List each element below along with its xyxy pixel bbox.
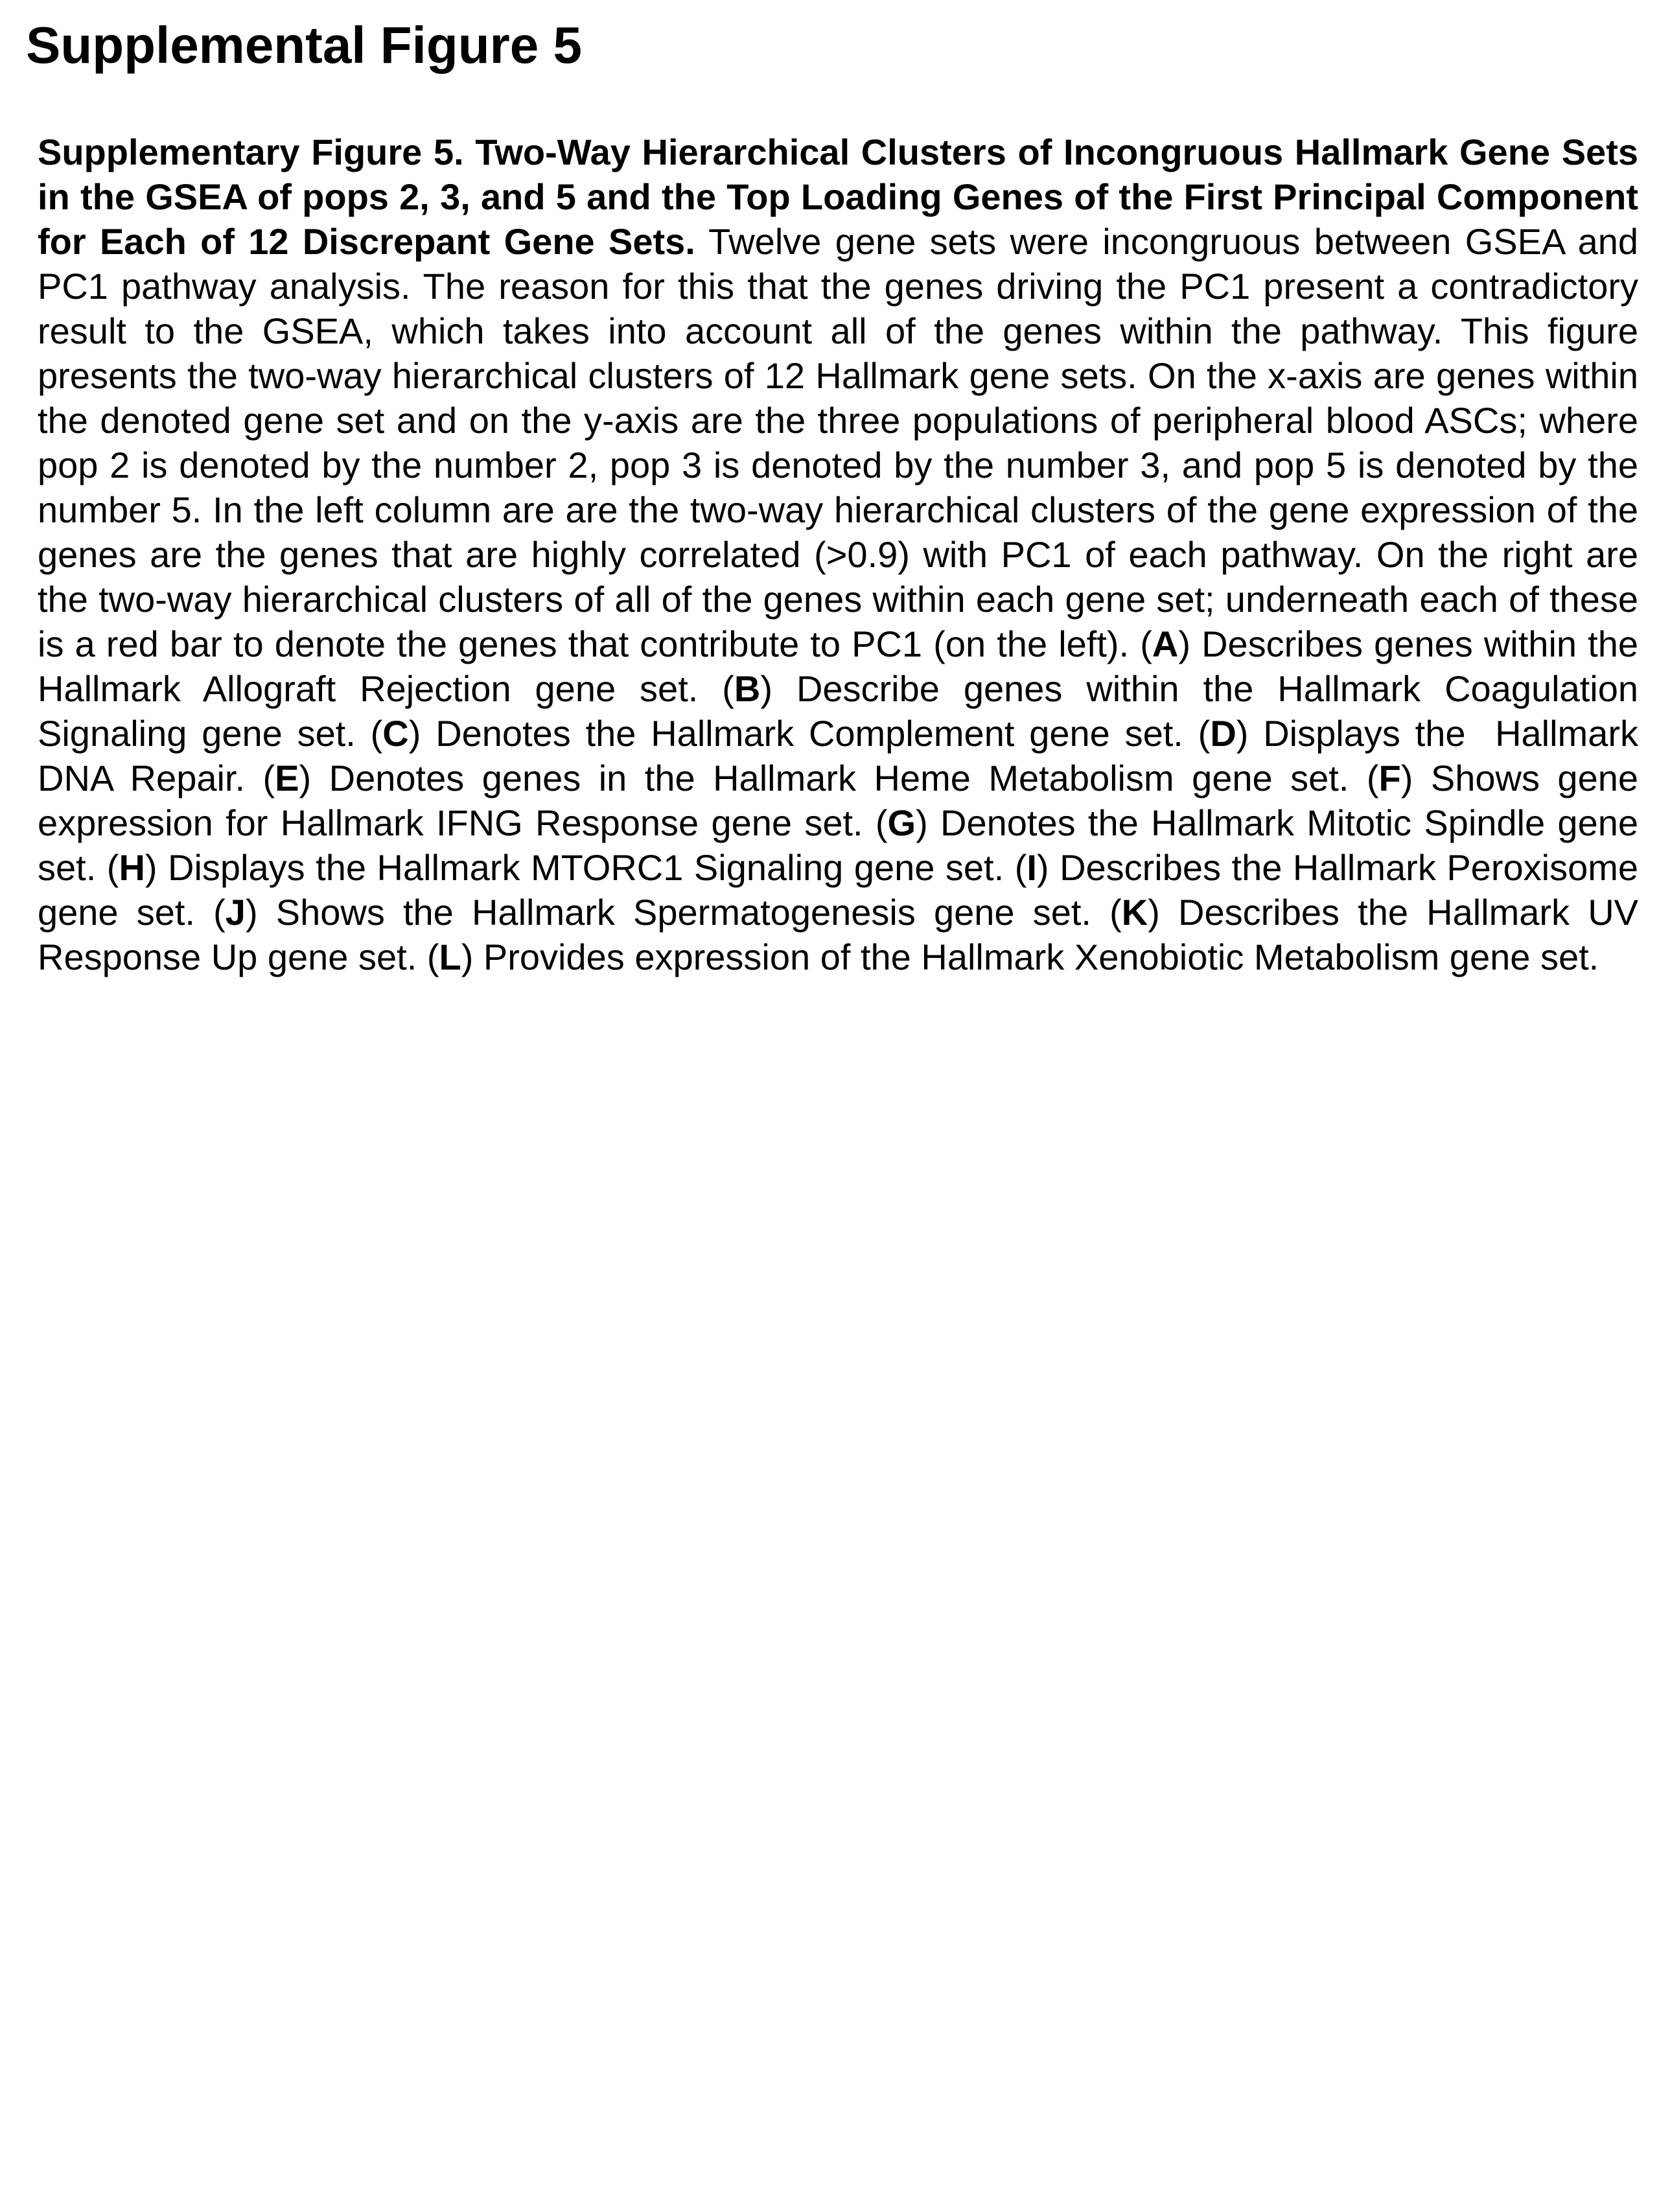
panel-text-d: ) Displays the Hallmark DNA Repair. ( xyxy=(38,713,1649,798)
panel-text-j: ) Shows the Hallmark Spermatogenesis gene set. ( xyxy=(245,892,1122,933)
panel-text-g: ) Denotes the Hallmark Mitotic Spindle gene set. ( xyxy=(38,802,1638,888)
panel-letter-i: I xyxy=(1027,847,1037,888)
panel-text-h: ) Displays the Hallmark MTORC1 Signaling gene set. ( xyxy=(145,847,1027,888)
panel-text-b: ) Describe genes within the Hallmark Coagulation Signaling gene set. ( xyxy=(38,668,1639,754)
panel-letter-a: A xyxy=(1152,623,1179,664)
page-title: Supplemental Figure 5 xyxy=(26,16,582,74)
panel-letter-f: F xyxy=(1378,758,1401,798)
panel-text-k: ) Describes the Hallmark UV Response Up gene set. ( xyxy=(38,892,1638,977)
figure-caption xyxy=(38,130,1649,979)
panel-text-a: ) Describes genes within the Hallmark Allograft Rejection gene set. ( xyxy=(38,623,1638,709)
panel-text-i: ) Describes the Hallmark Peroxisome gene set. ( xyxy=(38,847,1639,933)
panel-letter-e: E xyxy=(275,758,299,798)
panel-text-c: ) Denotes the Hallmark Complement gene set. ( xyxy=(408,713,1211,754)
panel-letter-d: D xyxy=(1210,713,1236,754)
panel-letter-l: L xyxy=(439,937,461,977)
panel-letter-h: H xyxy=(119,847,145,888)
caption-heading: Supplementary Figure 5. Two-Way Hierarchical Clusters of Incongruous Hallmark Gene Sets in the GSEA of pops 2, 3, and 5 and the Top Loading Genes of the First Principal Component for Each of 12 Discrepant Gene Sets. xyxy=(38,132,1638,262)
panel-text-f: ) Shows gene expression for Hallmark IFNG Response gene set. ( xyxy=(38,758,1639,843)
panel-text-l: ) Provides expression of the Hallmark Xenobiotic Metabolism gene set. xyxy=(461,937,1599,977)
caption-intro: Twelve gene sets were incongruous between GSEA and PC1 pathway analysis. The reason for this that the genes driving the PC1 present a contradictory result to the GSEA, which takes into account all of the genes within the pathway. This figure presents the two-way hierarchical clusters of 12 Hallmark gene sets. On the x-axis are genes within the denoted gene set and on the y-axis are the three populations of peripheral blood ASCs; where pop 2 is denoted by the number 2, pop 3 is denoted by the number 3, and pop 5 is denoted by the number 5. In the left column are are the two-way hierarchical clusters of the gene expression of the genes are the genes that are highly correlated (>0.9) with PC1 of each pathway. On the right are the two-way hierarchical clusters of all of the genes within each gene set; underneath each of these is a red bar to denote the genes that contribute to PC1 (on the left). ( xyxy=(38,221,1639,664)
panel-text-e: ) Denotes genes in the Hallmark Heme Metabolism gene set. ( xyxy=(299,758,1379,798)
panel-letter-k: K xyxy=(1121,892,1148,933)
panel-letter-j: J xyxy=(225,892,246,933)
panel-letter-g: G xyxy=(887,802,916,843)
panel-letter-b: B xyxy=(734,668,761,709)
panel-letter-c: C xyxy=(382,713,409,754)
